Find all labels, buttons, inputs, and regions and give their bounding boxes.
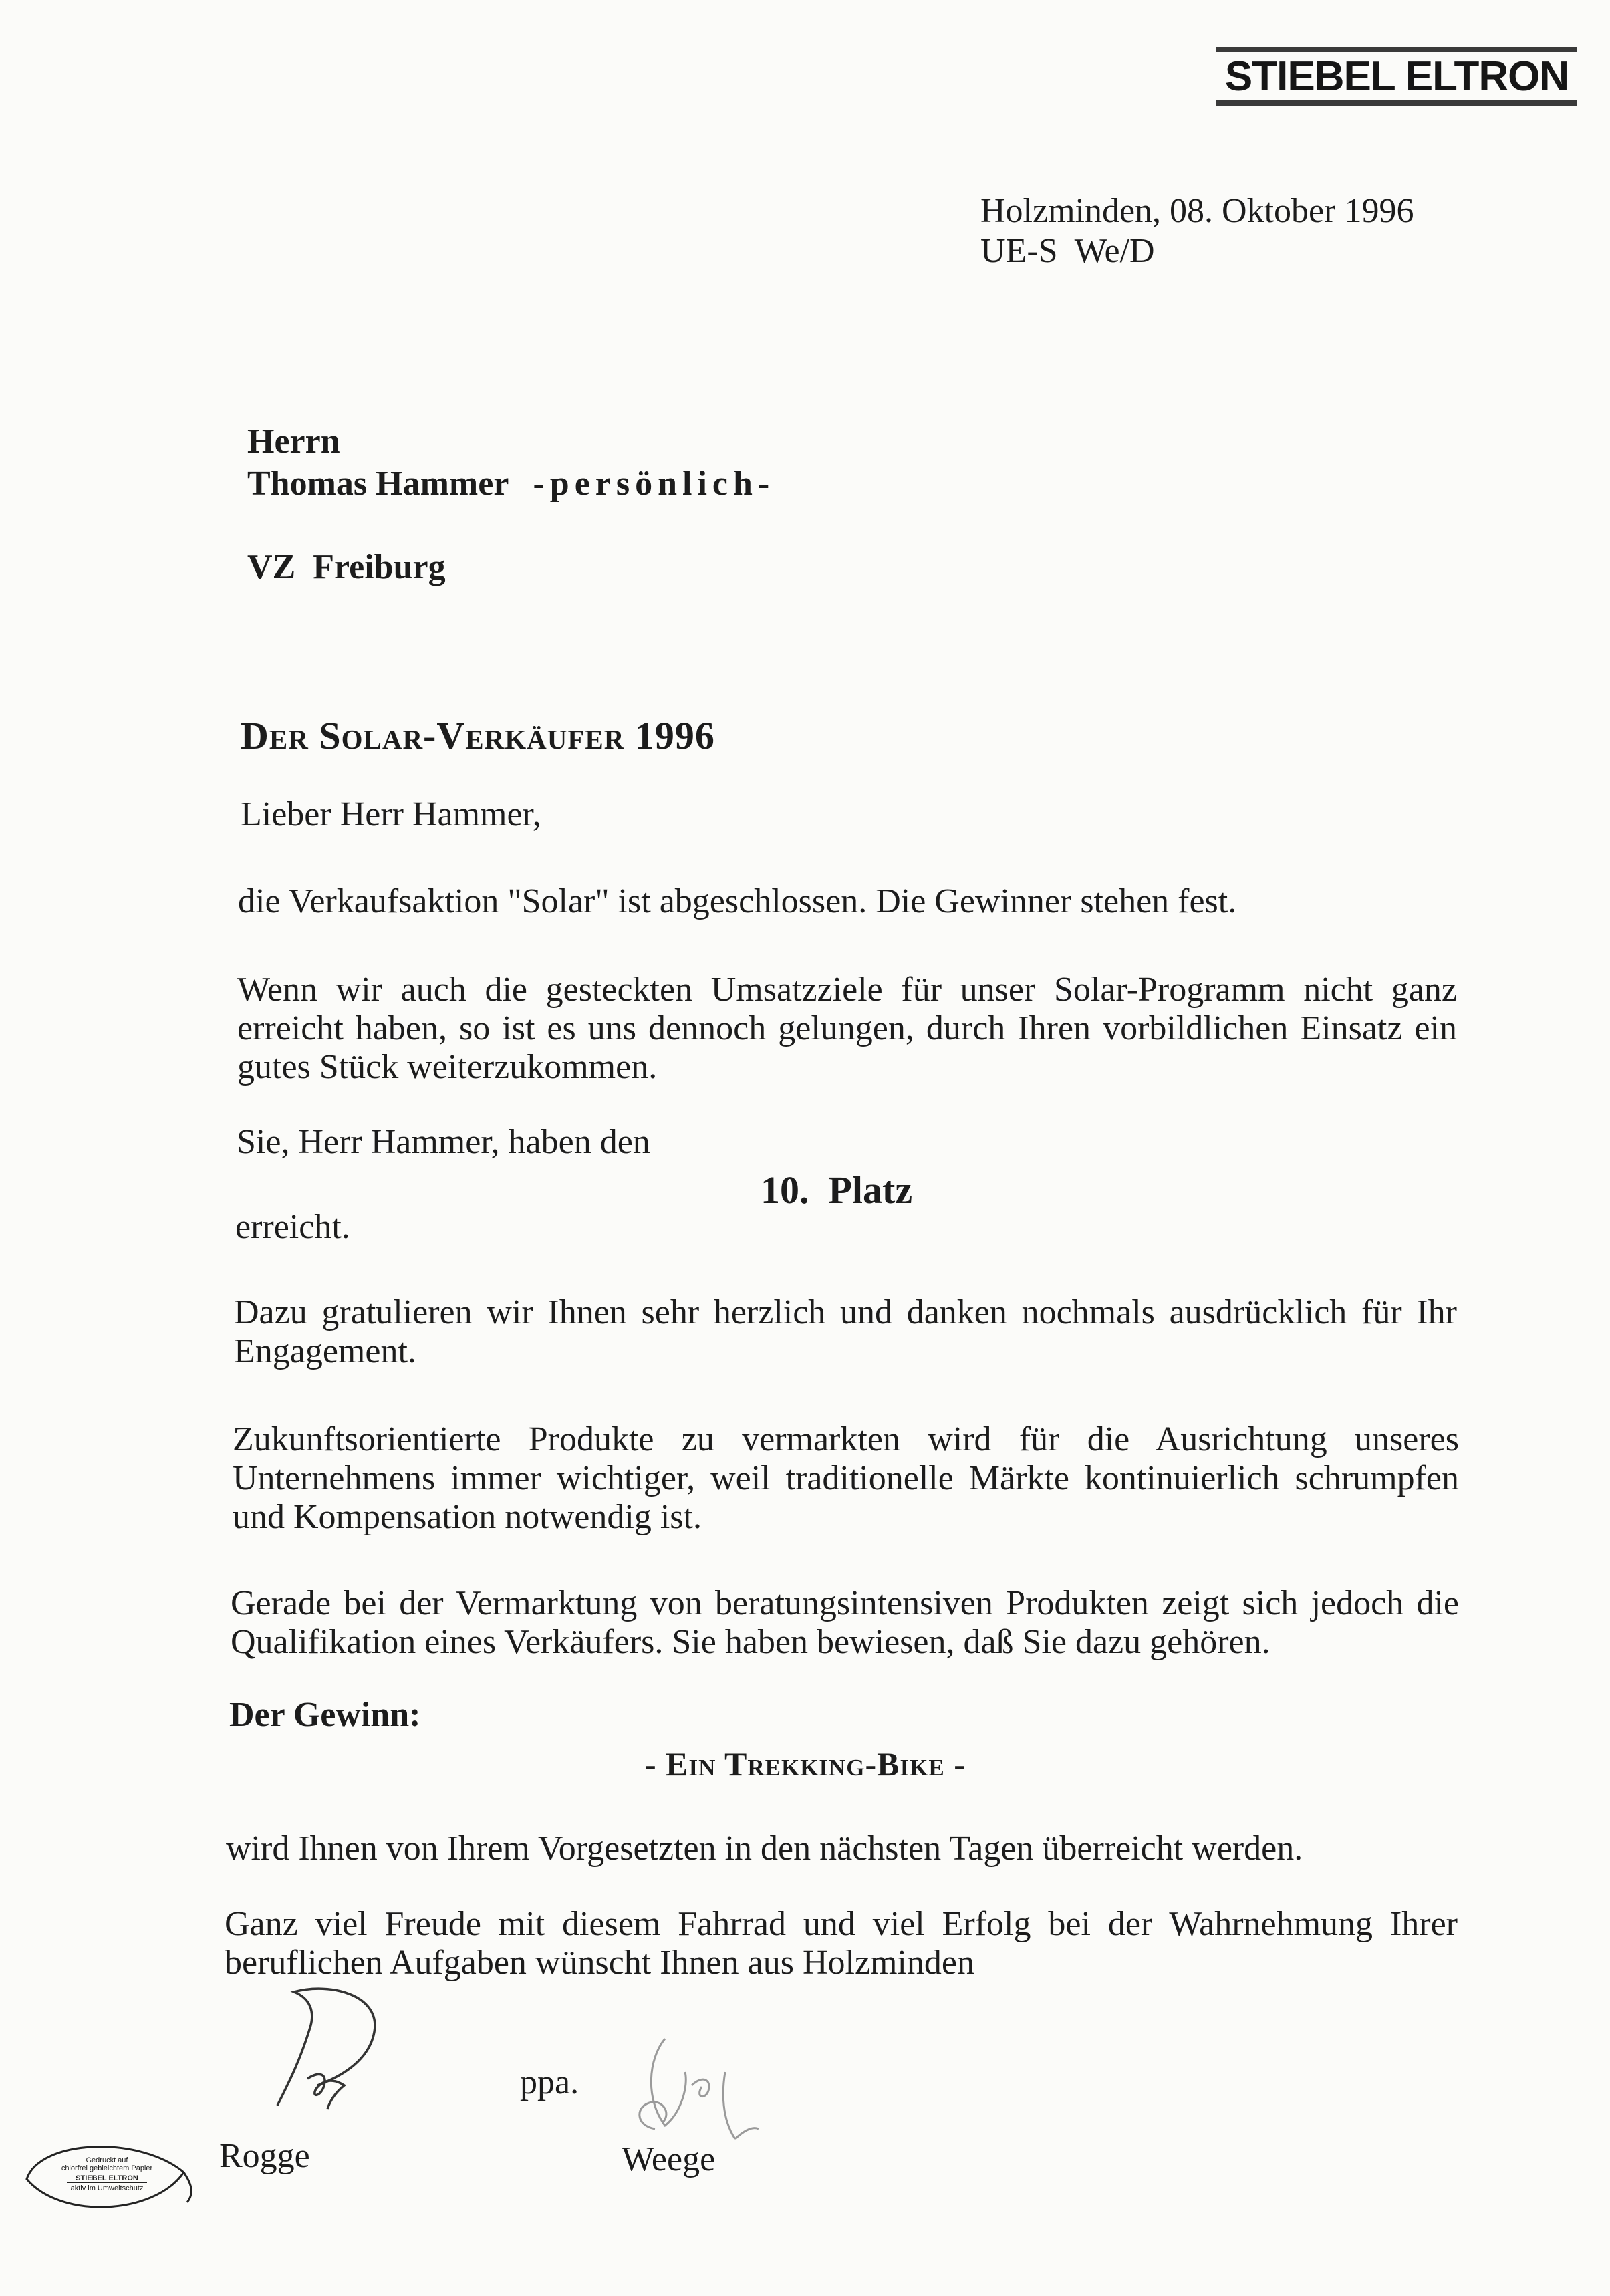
paragraph-7: wird Ihnen von Ihrem Vorgesetzten in den nächsten Tagen überreicht werden. xyxy=(226,1829,1303,1868)
letter-subject: Der Solar-Verkäufer 1996 xyxy=(241,714,715,757)
stamp-brand: STIEBEL ELTRON xyxy=(67,2174,147,2183)
signer-weege: Weege xyxy=(622,2140,716,2178)
greeting: Lieber Herr Hammer, xyxy=(241,795,541,834)
paragraph-8: Ganz viel Freude mit diesem Fahrrad und viel Erfolg bei der Wahrnehmung Ihrer beruflichen Aufgaben wünscht Ihnen aus Holzminden xyxy=(225,1905,1458,1982)
paragraph-5: Zukunftsorientierte Produkte zu vermarkten wird für die Ausrichtung unseres Unternehmens immer wichtiger, weil traditionelle Märkte kontinuierlich schrumpfen und Kompensation notwendig ist. xyxy=(233,1420,1459,1536)
paragraph-3-tail: erreicht. xyxy=(235,1208,350,1246)
stamp-line-2: chlorfrei gebleichtem Papier xyxy=(61,2164,153,2172)
paragraph-1: die Verkaufsaktion "Solar" ist abgeschlossen. Die Gewinner stehen fest. xyxy=(238,882,1237,920)
company-logo xyxy=(1216,47,1577,107)
place-date: Holzminden, 08. Oktober 1996 xyxy=(980,192,1414,230)
recipient-department: VZ Freiburg xyxy=(247,548,446,586)
eco-paper-stamp xyxy=(20,2126,194,2226)
prize-label: Der Gewinn: xyxy=(229,1696,421,1734)
paragraph-4: Dazu gratulieren wir Ihnen sehr herzlich und danken nochmals ausdrücklich für Ihr Engagement. xyxy=(234,1293,1457,1370)
prize-title: - Ein Trekking-Bike - xyxy=(645,1745,966,1783)
recipient-name: Thomas Hammer xyxy=(247,465,509,503)
paragraph-2: Wenn wir auch die gesteckten Umsatzziele für unser Solar-Programm nicht ganz erreicht haben, so ist es uns dennoch gelungen, durch Ihren vorbildlichen Einsatz ein gutes Stück weiterzukommen. xyxy=(237,971,1457,1086)
stamp-line-3: aktiv im Umweltschutz xyxy=(70,2184,144,2192)
ppa-label: ppa. xyxy=(520,2063,579,2101)
recipient-line xyxy=(247,463,775,505)
signature-rogge-scribble xyxy=(237,1979,398,2112)
personal-note: -persönlich- xyxy=(533,465,775,503)
ranking-place: 10. Platz xyxy=(761,1168,913,1212)
company-name: STIEBEL ELTRON xyxy=(1224,53,1569,100)
reference: UE-S We/D xyxy=(980,232,1155,270)
recipient-salutation: Herrn xyxy=(247,422,340,461)
signer-rogge: Rogge xyxy=(219,2137,310,2175)
stamp-line-1: Gedruckt auf xyxy=(86,2156,128,2164)
paragraph-6: Gerade bei der Vermarktung von beratungsintensiven Produkten zeigt sich jedoch die Qualifikation eines Verkäufers. Sie haben bewiesen, daß Sie dazu gehören. xyxy=(231,1584,1459,1661)
paragraph-3-lead: Sie, Herr Hammer, haben den xyxy=(237,1123,650,1161)
